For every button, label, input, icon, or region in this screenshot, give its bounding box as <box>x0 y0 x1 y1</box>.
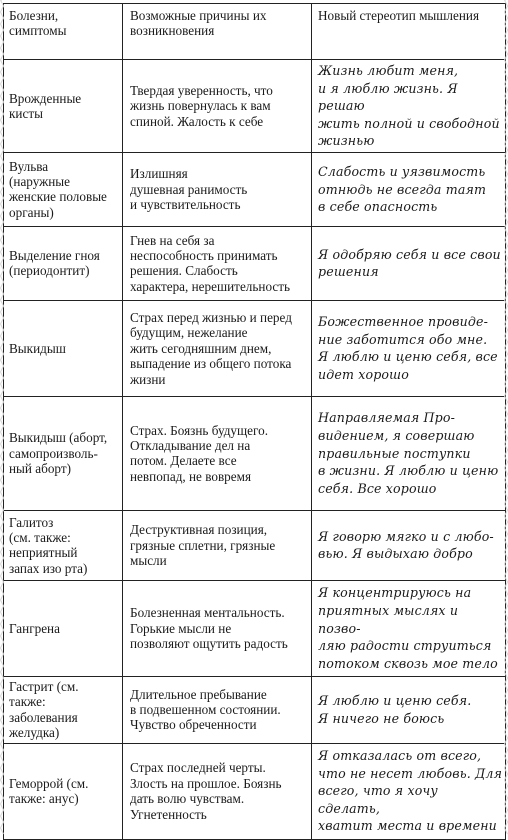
thought-cell: Я люблю и ценю себя. Я ничего не боюсь <box>312 676 506 743</box>
page <box>3 3 505 833</box>
disease-cell: Вульва (наружные женские половые органы) <box>4 152 123 226</box>
disease-cell: Гангрена <box>4 580 123 676</box>
cause-cell: Деструктивная позиция, грязные сплетни, грязные мысли <box>123 510 312 580</box>
thought-cell: Я говорю мягко и с любо- вью. Я выдыхаю добро <box>312 510 506 580</box>
thought-cell: Слабость и уязвимость отнюдь не всегда таят в себе опасность <box>312 152 506 226</box>
thought-cell: Я концентрируюсь на приятных мыслях и позво- ляю радости струиться потоком сквозь мое тело <box>312 580 506 676</box>
disease-cell: Галитоз (см. также: неприятный запах изо рта) <box>4 510 123 580</box>
disease-cell: Гастрит (см. также: заболевания желудка) <box>4 676 123 743</box>
table-row <box>4 300 506 396</box>
disease-cell: Выкидыш (аборт, самопроизволь- ный аборт) <box>4 396 123 510</box>
disease-cell: Выделение гноя (периодонтит) <box>4 226 123 300</box>
header-diseases: Болезни, симптомы <box>4 4 123 60</box>
thought-cell: Я отказалась от всего, что не несет любовь. Для всего, что я хочу сделать, хватит места и времени <box>312 743 506 839</box>
thought-cell: Божественное провиде- ние заботится обо мне. Я люблю и ценю себя, все идет хорошо <box>312 300 506 396</box>
header-row <box>4 4 506 60</box>
disease-cell: Геморрой (см. также: анус) <box>4 743 123 839</box>
table-row <box>4 743 506 839</box>
cause-cell: Болезненная ментальность. Горькие мысли не позволяют ощутить радость <box>123 580 312 676</box>
table-row <box>4 226 506 300</box>
disease-table <box>3 3 506 840</box>
table-row <box>4 152 506 226</box>
cause-cell: Страх перед жизнью и перед будущим, нежелание жить сегодняшним днем, выпадение из общего потока жизни <box>123 300 312 396</box>
cause-cell: Длительное пребывание в подвешенном состоянии. Чувство обреченности <box>123 676 312 743</box>
cause-cell: Твердая уверенность, что жизнь повернулась к вам спиной. Жалость к себе <box>123 60 312 153</box>
header-new-thinking: Новый стереотип мышления <box>312 4 506 60</box>
thought-cell: Жизнь любит меня, и я люблю жизнь. Я решаю жить полной и свободной жизнью <box>312 60 506 153</box>
table-row <box>4 396 506 510</box>
header-causes: Возможные причины их возникновения <box>123 4 312 60</box>
table-row <box>4 676 506 743</box>
table-row <box>4 580 506 676</box>
thought-cell: Направляемая Про- видением, я совершаю правильные поступки в жизни. Я люблю и ценю себя. Все хорошо <box>312 396 506 510</box>
table-row <box>4 60 506 153</box>
table-row <box>4 510 506 580</box>
thought-cell: Я одобряю себя и все свои решения <box>312 226 506 300</box>
cause-cell: Страх. Боязнь будущего. Откладывание дел на потом. Делаете все невпопад, не вовремя <box>123 396 312 510</box>
cause-cell: Излишняя душевная ранимость и чувствительность <box>123 152 312 226</box>
disease-cell: Выкидыш <box>4 300 123 396</box>
cause-cell: Гнев на себя за неспособность принимать решения. Слабость характера, нерешительность <box>123 226 312 300</box>
disease-cell: Врожденные кисты <box>4 60 123 153</box>
cause-cell: Страх последней черты. Злость на прошлое. Боязнь дать волю чувствам. Угнетенность <box>123 743 312 839</box>
